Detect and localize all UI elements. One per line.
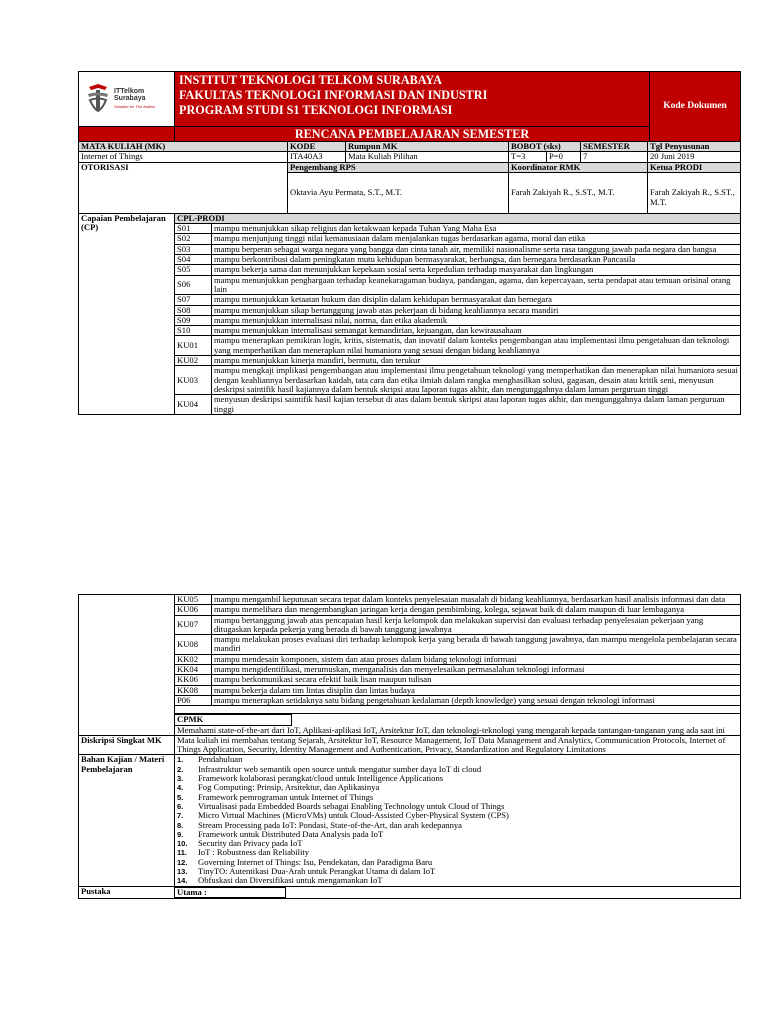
cp-label-continued [79, 595, 175, 706]
cpl-code: S01 [175, 224, 212, 234]
bahan-number: 2. [177, 764, 184, 774]
kode-header: KODE [288, 142, 346, 152]
cpl-code: KK04 [175, 665, 212, 675]
otorisasi-label: OTORISASI [79, 162, 288, 213]
cpl-text: mampu mengambil keputusan secara tepat dalam konteks penyelesaian masalah di bidang keahliannya, berdasarkan hasil analisis informasi dan data [212, 595, 741, 605]
cpl-row [79, 366, 741, 395]
cpl-code: KU03 [175, 366, 212, 395]
cpl-row [79, 265, 741, 275]
semester-header: SEMESTER [581, 142, 648, 152]
cpl-row [79, 685, 741, 695]
bahan-number: 9. [177, 829, 184, 839]
pengembang-name: Oktavia Ayu Permata, S.T., M.T. [288, 172, 509, 213]
bahan-number: 3. [177, 774, 184, 784]
ittelkom-logo-icon [85, 84, 111, 114]
pengembang-header: Pengembang RPS [288, 162, 509, 172]
cpl-code: S02 [175, 234, 212, 244]
koordinator-name: Farah Zakiyah R., S.ST., M.T. [509, 172, 648, 213]
cpl-table-page-2 [78, 594, 741, 899]
course-name: Internet of Things [79, 152, 288, 162]
cpl-code: KU02 [175, 356, 212, 366]
bahan-text: Pendahuluan [198, 754, 243, 765]
kode-dokumen: Kode Dokumen [650, 72, 741, 142]
cpl-text: mampu menunjukkan penghargaan terhadap keanekaragaman budaya, pandangan, agama, dan kepercayaan, serta pendapat atau temuan orisinal orang lain [212, 275, 741, 295]
rps-page-1 [78, 71, 740, 415]
logo-tagline: Solution for The Nation [114, 103, 155, 109]
cpl-text: mampu mendesain komponen, sistem dan atau proses dalam bidang teknologi informasi [212, 654, 741, 664]
bahan-text: Framework kolaborasi perangkat/cloud untuk Intelligence Applications [198, 773, 444, 784]
bahan-list [177, 755, 738, 885]
mk-header: MATA KULIAH (MK) [79, 142, 288, 152]
bahan-number: 4. [177, 783, 184, 793]
bahan-text: Framework untuk Distributed Data Analysis pada IoT [198, 828, 384, 839]
bahan-item [177, 876, 738, 885]
cpl-text: mampu menjunjung tinggi nilai kemanusiaan dalam menjalankan tugas berdasarkan agama, moral dan etika [212, 234, 741, 244]
cpl-text: mampu bekerja dalam tim lintas disiplin dan lintas budaya [212, 685, 741, 695]
kaprodi-header: Ketua PRODI [648, 162, 741, 172]
spacer-cell [175, 706, 741, 714]
rps-page-2 [78, 594, 740, 899]
course-code: ITA40A3 [288, 152, 346, 162]
cpl-text: mampu memelihara dan mengembangkan jaringan kerja dengan pembimbing, kolega, sejawat baik di dalam maupun di luar lembaganya [212, 605, 741, 615]
cpl-code: S10 [175, 326, 212, 336]
cpl-code: KK02 [175, 654, 212, 664]
cpl-text: mampu bekerja sama dan menunjukkan kepekaan sosial serta kepedulian terhadap masyarakat dan lingkungan [212, 265, 741, 275]
logo-name: ITTelkom [114, 87, 145, 95]
bahan-number: 6. [177, 801, 184, 811]
course-date: 20 Juni 2019 [648, 152, 741, 162]
course-p: P=0 [547, 152, 581, 162]
cpmk-text: Memahami state-of-the-art dari IoT, Aplikasi-aplikasi IoT, Arsitektur IoT, dan teknologi-teknologi yang mengarah kepada tantangan-tanganan yang ada saat ini [177, 724, 725, 735]
cpl-code: KU08 [175, 635, 212, 655]
tgl-header: Tgl Penyusunan [648, 142, 741, 152]
cpl-text: mampu bertanggung jawab atas pencapaian hasil kerja kelompok dan melakukan supervisi dan evaluasi terhadap penyelesaian pekerjaan yang ditugaskan kepada pekerja yang berada di bawah tanggung jawabnya [212, 615, 741, 635]
cpl-text: mampu berkomunikasi secara efektif baik lisan maupun tulisan [212, 675, 741, 685]
deskripsi-text: Mata kuliah ini membahas tentang Sejarah, Arsitektur IoT, Resource Management, IoT Data Management and Analytics, Communication Protocols, Internet of Things Application, Security, Identity Management and Authentication, Privacy, Standardization and Regulatory Limitations [175, 735, 741, 755]
cpl-code: KU01 [175, 336, 212, 356]
bahan-number: 8. [177, 820, 184, 830]
cpmk-cell [175, 714, 741, 736]
cpl-row [79, 654, 741, 664]
bahan-text: Infrastruktur web semantik open source untuk mengatur sumber daya IoT di cloud [198, 763, 482, 774]
cp-label-continued [79, 714, 175, 736]
cpl-row [79, 665, 741, 675]
cpl-row [79, 635, 741, 655]
bahan-text: Framework pemrograman untuk Internet of Things [198, 791, 374, 802]
pustaka-cell [175, 886, 741, 898]
cpl-code: S09 [175, 315, 212, 325]
cp-label-continued [79, 706, 175, 714]
cpl-code: S07 [175, 295, 212, 305]
bahan-label: Bahan Kajian / Materi Pembelajaran [79, 755, 175, 886]
course-semester: 7 [581, 152, 648, 162]
cpl-row [79, 224, 741, 234]
cpl-text: mampu menerapkan setidaknya satu bidang pengetahuan kedalaman (depth knowledge) yang sesuai dengan teknologi informasi [212, 695, 741, 705]
bahan-cell [175, 755, 741, 886]
cpl-text: mampu menerapkan pemikiran logis, kritis, sistematis, dan inovatif dalam konteks pengembangan atau implementasi ilmu pengetahuan dan teknologi yang memperhatikan dan menerapkan nilai humaniora yang sesuai dengan bidang keahliannya [212, 336, 741, 356]
bahan-number: 1. [177, 755, 184, 765]
cpl-text: mampu melakukan proses evaluasi diri terhadap kelompok kerja yang berada di bawah tanggung jawabnya, dan mampu mengelola pembelajaran secara mandiri [212, 635, 741, 655]
bahan-number: 14. [177, 876, 188, 886]
kaprodi-name: Farah Zakiyah R., S.ST., M.T. [648, 172, 741, 213]
cpl-row [79, 326, 741, 336]
bahan-text: Virtualisasi pada Embedded Boards sebagai Enabling Technology untuk Cloud of Things [198, 800, 505, 811]
cpl-code: S08 [175, 305, 212, 315]
cpl-row [79, 244, 741, 254]
koordinator-header: Koordinator RMK [509, 162, 648, 172]
cpl-row [79, 234, 741, 244]
cpl-row [79, 336, 741, 356]
cp-label: Capaian Pembelajaran (CP) [79, 213, 175, 414]
cpl-code: S03 [175, 244, 212, 254]
faculty-name: FAKULTAS TEKNOLOGI INFORMASI DAN INDUSTRI [179, 88, 488, 102]
title-block [175, 72, 650, 127]
cpl-row [79, 605, 741, 615]
cpl-text: mampu menunjukkan internalisasi semangat kemandirian, kejuangan, dan kewirausahaan [212, 326, 741, 336]
logo-underbar [79, 127, 175, 142]
course-table [78, 141, 741, 214]
cpl-code: S06 [175, 275, 212, 295]
bahan-text: Stream Processing pada IoT: Pondasi, State-of-the-Art, dan arah kedepannya [198, 819, 462, 830]
cpl-code: KK08 [175, 685, 212, 695]
cpl-text: mampu menunjukkan sikap religius dan ketakwaan kepada Tuhan Yang Maha Esa [212, 224, 741, 234]
cpl-row [79, 255, 741, 265]
bobot-header: BOBOT (sks) [509, 142, 581, 152]
ittelkom-logo [85, 84, 168, 114]
cpl-row [79, 595, 741, 605]
bahan-number: 13. [177, 867, 188, 877]
program-name: PROGRAM STUDI S1 TEKNOLOGI INFORMASI [179, 103, 453, 117]
cpl-text: mampu menunjukkan ketaatan hukum dan disiplin dalam kehidupan bermasyarakat dan bernegara [212, 295, 741, 305]
bahan-number: 11. [177, 848, 188, 858]
course-t: T=3 [509, 152, 547, 162]
cpl-code: KU05 [175, 595, 212, 605]
bahan-text: Security dan Privacy pada IoT [198, 838, 303, 849]
course-rumpun: Mata Kuliah Pilihan [346, 152, 509, 162]
bahan-text: Fog Computing: Prinsip, Arsitektur, dan Aplikasinya [198, 782, 380, 793]
logo-city: Surabaya [114, 95, 146, 103]
cpl-text: mampu menunjukkan sikap bertanggung jawab atas pekerjaan di bidang keahliannya secara mandiri [212, 305, 741, 315]
cpl-row [79, 356, 741, 366]
pustaka-label: Pustaka [79, 886, 175, 898]
bahan-number: 7. [177, 811, 184, 821]
pustaka-utama: Utama : [174, 887, 286, 898]
cpl-text: mampu mengidentifikasi, merumuskan, menganalisis dan menyelesaikan permasalahan teknologi informasi [212, 665, 741, 675]
cpl-row [79, 315, 741, 325]
cpl-code: KU07 [175, 615, 212, 635]
cpl-text: mampu menunjukkan internalisasi nilai, norma, dan etika akademik [212, 315, 741, 325]
cpl-code: KK06 [175, 675, 212, 685]
cpl-row [79, 305, 741, 315]
cpl-row [79, 695, 741, 705]
logo-cell [79, 72, 175, 127]
cpl-row [79, 675, 741, 685]
bahan-text: Micro Virtual Machines (MicroVMs) untuk Cloud-Assisted Cyber-Physical System (CPS) [198, 810, 509, 821]
bahan-number: 5. [177, 792, 184, 802]
bahan-text: Governing Internet of Things: Isu, Pendekatan, dan Paradigma Baru [198, 856, 433, 867]
header-table [78, 71, 741, 142]
rps-title: RENCANA PEMBELAJARAN SEMESTER [175, 127, 650, 142]
bahan-text: IoT : Robustness dan Reliability [198, 847, 310, 858]
rumpun-header: Rumpun MK [346, 142, 509, 152]
cpl-row [79, 395, 741, 415]
cpl-code: S05 [175, 265, 212, 275]
cpl-code: KU06 [175, 605, 212, 615]
cpl-text: mampu mengkaji implikasi pengembangan atau implementasi ilmu pengetahuan teknologi yang memperhatikan dan menerapkan nilai humaniora sesuai dengan keahliannya berdasarkan kaidah, tata cara dan etika ilmiah dalam rangka menghasilkan solusi, gagasan, desain atau kritik seni, menyusun deskripsi saintifik hasil kajiannya dalam bentuk skripsi atau laporan tugas akhir, dan mengunggahnya dalam laman perguruan tinggi [212, 366, 741, 395]
cpl-code: KU04 [175, 395, 212, 415]
cpl-row [79, 275, 741, 295]
cpl-row [79, 295, 741, 305]
institution-name: INSTITUT TEKNOLOGI TELKOM SURABAYA [179, 73, 442, 87]
cpl-code: S04 [175, 255, 212, 265]
bahan-number: 12. [177, 857, 188, 867]
cpl-text: mampu menunjukkan kinerja mandiri, bermutu, dan terukur [212, 356, 741, 366]
cpl-text: menyusun deskripsi saintifik hasil kajian tersebut di atas dalam bentuk skripsi atau laporan tugas akhir, dan mengunggahnya dalam laman perguruan tinggi [212, 395, 741, 415]
cpl-prodi-header: CPL-PRODI [175, 213, 741, 223]
cpl-table-page-1 [78, 213, 741, 415]
cpl-text: mampu berkontribusi dalam peningkatan mutu kehidupan bermasyarakat, berbangsa, dan bernegara berdasarkan Pancasila [212, 255, 741, 265]
cpl-row [79, 615, 741, 635]
bahan-text: Obfuskasi dan Diversifikasi untuk mengamankan IoT [198, 875, 383, 886]
cpmk-header: CPMK [174, 714, 292, 725]
bahan-text: TinyTO: Autentikasi Dua-Arah untuk Perangkat Utama di dalam IoT [198, 866, 436, 877]
deskripsi-label: Diskripsi Singkat MK [79, 735, 175, 755]
cpl-code: P06 [175, 695, 212, 705]
bahan-number: 10. [177, 839, 188, 849]
cpl-text: mampu berperan sebagai warga negara yang bangga dan cinta tanah air, memiliki nasionalisme serta rasa tanggung jawab pada negara dan bangsa [212, 244, 741, 254]
